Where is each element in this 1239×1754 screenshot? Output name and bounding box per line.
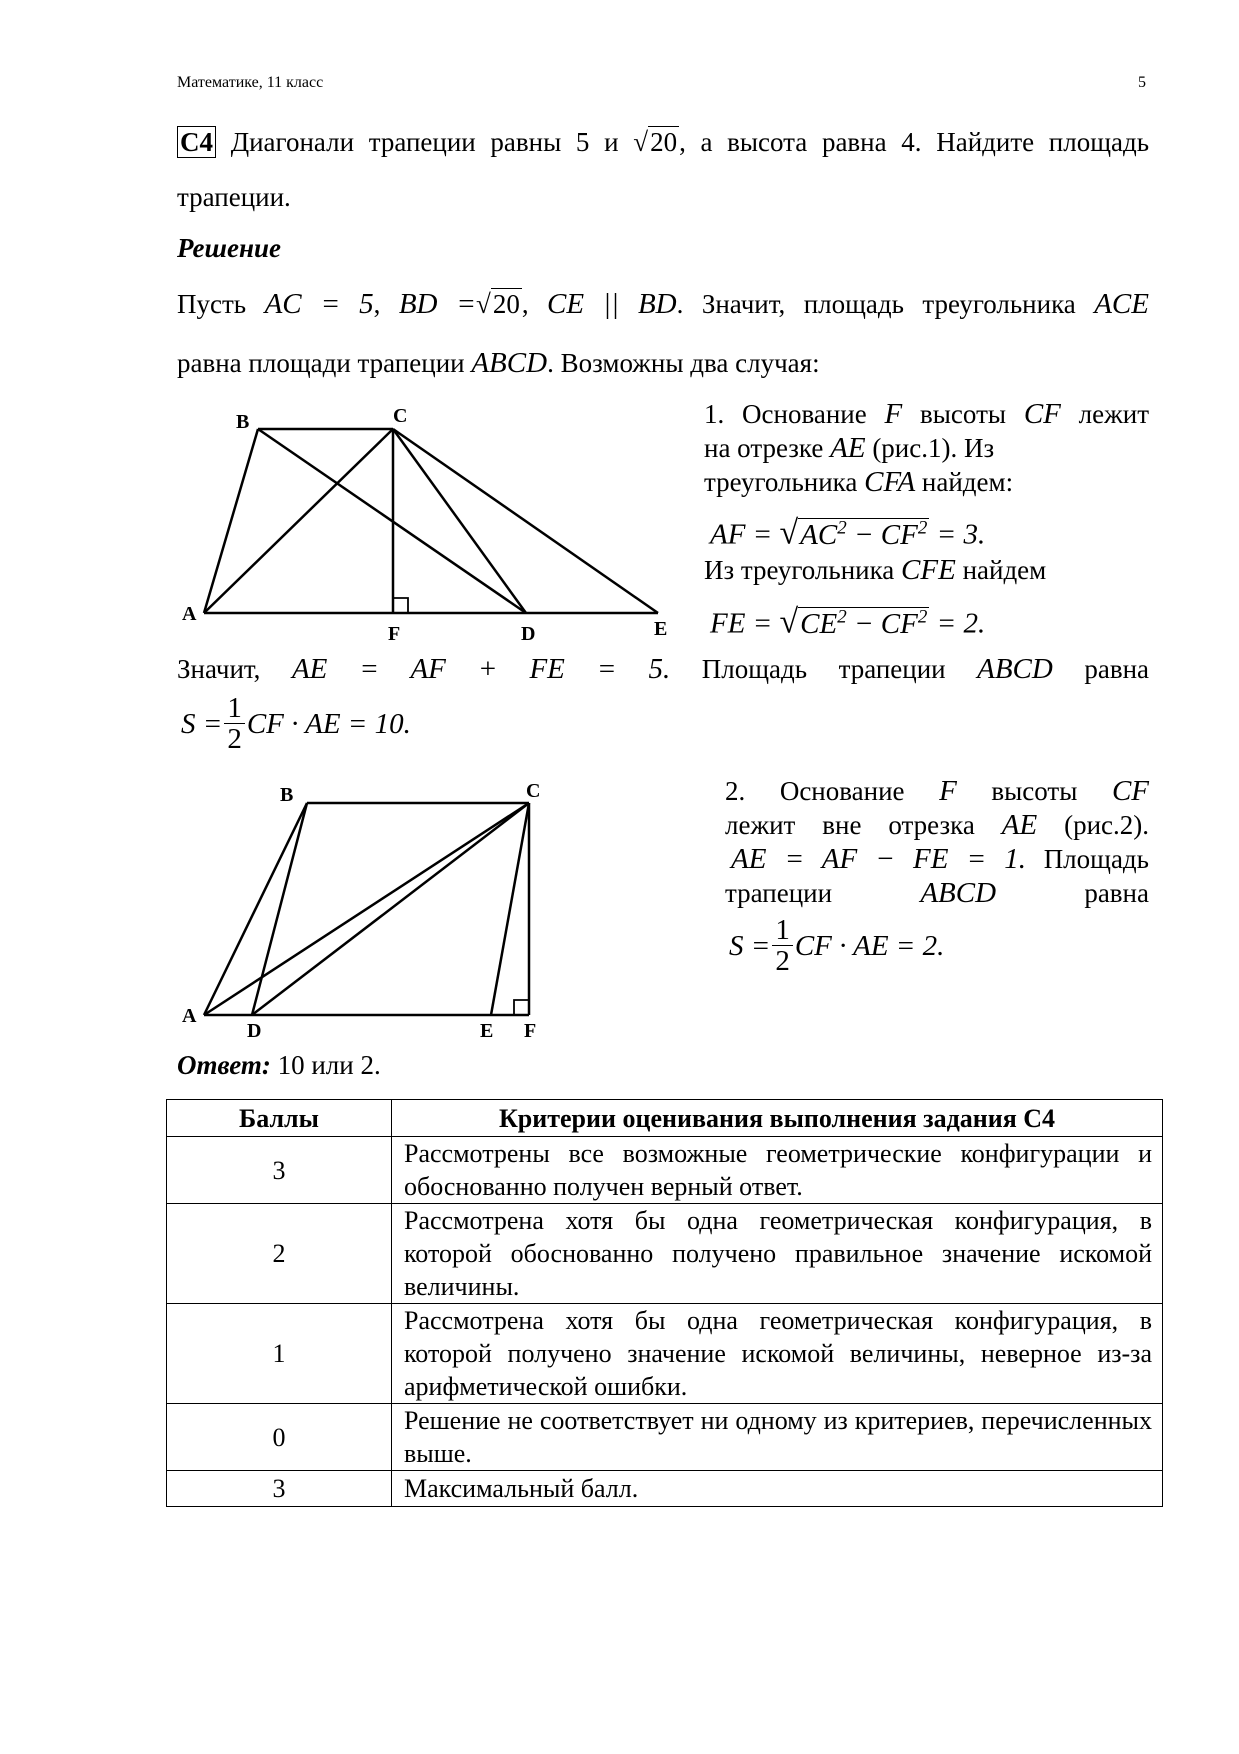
fig2-side-bd (252, 803, 307, 1015)
fig2-label-d: D (247, 1020, 262, 1042)
formula-af-exp: 2 (837, 517, 847, 538)
figure-2 (180, 775, 560, 1045)
case1-text: равна (1084, 654, 1150, 684)
task-sqrt: √20 (633, 127, 678, 157)
solution-text-4: . Возможны два случая: (547, 348, 820, 378)
case1-area-formula (181, 693, 411, 754)
page-number: 5 (1138, 74, 1146, 91)
area2-rhs: CF · AE = 2. (794, 929, 945, 962)
case2-text: лежит (725, 810, 796, 840)
case1-triangle-cfe: CFE (901, 554, 956, 586)
row-score: 3 (167, 1137, 392, 1204)
fig2-label-f: F (524, 1020, 537, 1042)
case2-text: Площадь (1043, 844, 1149, 874)
fig2-line-ce (491, 803, 529, 1015)
triangle-ace: ACE (1094, 288, 1149, 320)
case1-formula-fe: FE = $√CE^2 - CF^2 = 2$. (710, 600, 985, 641)
case2-line-2 (725, 808, 1149, 842)
case2-line-4 (725, 876, 1149, 910)
solution-text-2: . Значит, площадь треугольника (676, 289, 1076, 319)
fig2-right-angle (514, 1000, 529, 1015)
eq-bd: BD = (398, 288, 476, 320)
case1-text: Площадь (701, 654, 808, 684)
solution-line-1: Пусть AC = 5, BD =√20, CE || BD. Значит, площадь треугольника ACE (177, 288, 1149, 320)
formula-fe-exp-2: 2 (917, 606, 928, 627)
formula-af-lhs: AF = (710, 518, 773, 551)
task-text-1: Диагонали трапеции равны 5 и (230, 127, 619, 157)
table-row (167, 1471, 1163, 1507)
formula-fe-sqrt: $√CE^2 - CF^2$ (779, 603, 928, 641)
row-criteria: Максимальный балл. (392, 1471, 1163, 1507)
case1-text: треугольника (704, 467, 858, 497)
figure-1 (180, 400, 680, 650)
case2-trapezoid: ABCD (920, 877, 997, 909)
table-row (167, 1137, 1163, 1204)
solution-sqrt-value: 20 (492, 289, 520, 319)
case1-text: 1. Основание (704, 399, 867, 429)
col-criteria-header: Критерии оценивания выполнения задания С4 (392, 1100, 1163, 1137)
solution-text: Пусть (177, 289, 247, 319)
criteria-table (166, 1099, 1163, 1507)
fig1-label-d: D (521, 623, 536, 645)
case2-text: 2. Основание (725, 776, 905, 806)
row-score: 1 (167, 1304, 392, 1404)
answer-label: Ответ: (177, 1050, 271, 1080)
case1-line-4 (704, 553, 1046, 587)
row-criteria: Решение не соответствует ни одному из критериев, перечисленных выше. (392, 1404, 1163, 1471)
area2-den: 2 (775, 945, 790, 977)
row-criteria: Рассмотрена хотя бы одна геометрическая конфигурация, в которой обоснованно получено правильное значение искомой величины. (392, 1204, 1163, 1304)
formula-af-cf: − CF (853, 518, 918, 551)
formula-af-ac: AC (800, 518, 838, 551)
case2-text: равна (1084, 878, 1149, 908)
area2-fraction (772, 915, 793, 976)
area1-fraction (224, 693, 245, 754)
trapezoid-abcd: ABCD (471, 347, 548, 379)
formula-af-sqrt: $√AC^2 - CF^2$ (779, 514, 928, 552)
case1-line-2 (704, 431, 994, 465)
fig1-label-c: C (393, 405, 408, 427)
case1-text: лежит (1078, 399, 1150, 429)
case2-segment-ae: AE (1001, 809, 1038, 841)
formula-fe-lhs: FE = (710, 607, 773, 640)
eq-ce-parallel: CE || BD (547, 288, 677, 320)
area1-den: 2 (227, 723, 242, 755)
case1-triangle-cfa: CFA (864, 466, 916, 498)
formula-fe-rhs: = 2 (936, 607, 978, 640)
row-score: 2 (167, 1204, 392, 1304)
case2-text: вне (822, 810, 862, 840)
formula-fe-cf: − CF (853, 607, 918, 640)
area2-num: 1 (772, 915, 793, 946)
task-text-2: , а высота равна 4. Найдите площадь (679, 127, 1150, 157)
page-header-title: Математике, 11 класс (177, 74, 324, 91)
case1-line-3 (704, 465, 1013, 499)
fig2-label-a: A (182, 1005, 197, 1027)
fig1-line-ce (393, 429, 658, 613)
table-header-row (167, 1100, 1163, 1137)
case2-line-3 (731, 842, 1149, 876)
case1-trapezoid: ABCD (977, 653, 1053, 685)
task-line-1 (177, 125, 1149, 159)
fig1-side-cd (393, 429, 526, 613)
table-row (167, 1204, 1163, 1304)
case2-segment-cf: CF (1111, 775, 1149, 807)
area2-lhs: S = (729, 929, 771, 962)
fig1-label-f: F (388, 623, 401, 645)
case1-text: (рис.1). Из (872, 433, 995, 463)
area1-rhs: CF · AE = 10. (246, 707, 411, 740)
fig2-label-b: B (280, 784, 294, 806)
case2-text: трапеции (725, 878, 833, 908)
case2-line-1 (725, 774, 1149, 808)
solution-text-3: равна площади трапеции (177, 348, 465, 378)
row-criteria: Рассмотрены все возможные геометрические конфигурации и обоснованно получен верный ответ. (392, 1137, 1163, 1204)
task-label: C4 (177, 126, 216, 158)
case1-formula-af: AF = $√AC^2 - CF^2 = 3$. (710, 511, 985, 552)
case1-text: трапеции (838, 654, 946, 684)
fig2-diagonal-ac (204, 803, 529, 1015)
case2-eq-ae: AE = AF − FE = 1. (731, 843, 1027, 875)
case1-text: на отрезке (704, 433, 824, 463)
case1-line-1 (704, 397, 1149, 431)
table-row (167, 1404, 1163, 1471)
formula-af-rhs: = 3 (936, 518, 978, 551)
solution-title: Решение (177, 233, 281, 263)
case1-text: найдем (962, 555, 1047, 585)
area1-lhs: S = (181, 707, 223, 740)
case1-segment-ae: AE (830, 432, 866, 464)
row-criteria: Рассмотрена хотя бы одна геометрическая конфигурация, в которой получено значение искомой величины, неверное из-за арифметической ошибки. (392, 1304, 1163, 1404)
table-row (167, 1304, 1163, 1404)
fig2-label-e: E (480, 1020, 494, 1042)
formula-fe-exp: 2 (837, 606, 847, 627)
case2-area-formula (729, 915, 944, 976)
case1-text: Значит, (177, 654, 261, 684)
fig1-label-a: A (182, 603, 197, 625)
formula-fe-ce: CE (800, 607, 838, 640)
task-sqrt-value: 20 (650, 127, 678, 157)
fig1-right-angle (393, 598, 408, 613)
case1-point-f: F (884, 398, 903, 430)
fig1-label-b: B (236, 411, 250, 433)
fig2-label-c: C (526, 780, 541, 802)
case2-point-f: F (939, 775, 957, 807)
area1-num: 1 (224, 693, 245, 724)
case2-text: высоты (991, 776, 1078, 806)
formula-af-exp-2: 2 (917, 517, 928, 538)
answer-text: 10 или 2. (277, 1050, 381, 1080)
answer-line (177, 1048, 381, 1082)
col-score-header: Баллы (167, 1100, 392, 1137)
case1-eq-ae: AE = AF + FE = 5. (291, 653, 671, 685)
case1-text: найдем: (921, 467, 1014, 497)
case1-conclusion (177, 652, 1149, 686)
row-score: 0 (167, 1404, 392, 1471)
task-line-2: трапеции. (177, 182, 291, 212)
case1-text: высоты (920, 399, 1007, 429)
solution-sqrt: √20 (476, 289, 520, 319)
fig1-label-e: E (654, 618, 668, 640)
fig2-side-cd (252, 803, 529, 1015)
eq-ac: AC = 5 (264, 288, 374, 320)
case2-text: отрезка (888, 810, 975, 840)
case2-text: (рис.2). (1064, 810, 1149, 840)
solution-line-2 (177, 346, 820, 380)
case1-text: Из треугольника (704, 555, 895, 585)
row-score: 3 (167, 1471, 392, 1507)
case1-segment-cf: CF (1023, 398, 1061, 430)
